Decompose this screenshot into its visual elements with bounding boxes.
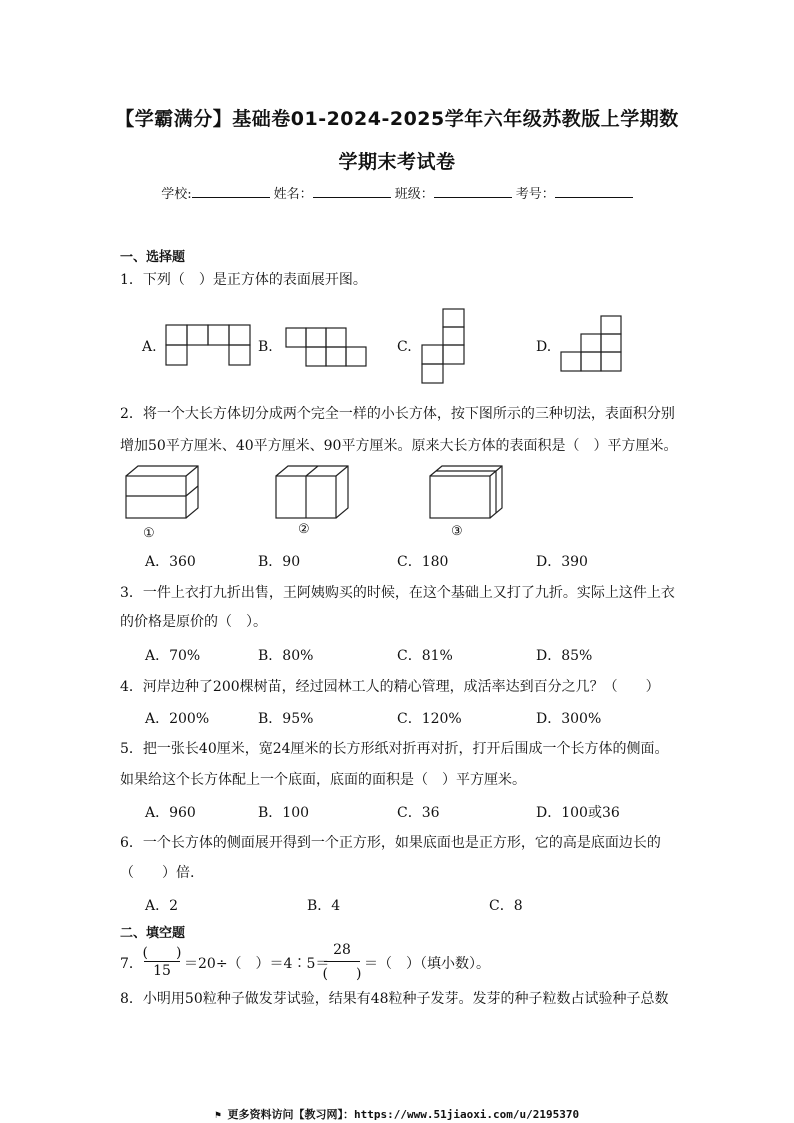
q4-option-b[interactable]: B．95% xyxy=(258,711,314,727)
q7-fraction2-numerator: 28 xyxy=(333,942,351,958)
name-blank[interactable] xyxy=(313,185,391,198)
q6-option-a[interactable]: A．2 xyxy=(145,898,179,914)
q3-option-b[interactable]: B．80% xyxy=(258,648,314,664)
q7-fraction2-bar xyxy=(324,961,360,962)
q6-option-b[interactable]: B．4 xyxy=(307,898,341,914)
q4-option-a[interactable]: A．200% xyxy=(145,711,210,727)
question-7-number: 7． xyxy=(120,956,143,972)
question-2-line1: 2．将一个大长方体切分成两个完全一样的小长方体，按下图所示的三种切法，表面积分别 xyxy=(120,406,675,422)
q1-option-a-label[interactable]: A. xyxy=(142,339,157,355)
q1-option-d-net-figure xyxy=(561,316,627,374)
q2-figure-label-3: ③ xyxy=(451,524,463,539)
class-blank[interactable] xyxy=(434,185,512,198)
q2-figure-label-1: ① xyxy=(143,526,155,541)
q2-cut-figure-2 xyxy=(274,464,354,524)
q2-option-c[interactable]: C．180 xyxy=(397,554,449,570)
q1-option-c-net-figure xyxy=(422,309,467,387)
name-label: 姓名： xyxy=(273,187,313,202)
q3-option-c[interactable]: C．81% xyxy=(397,648,453,664)
question-6-line2: （ ）倍. xyxy=(120,865,195,881)
q6-option-c[interactable]: C．8 xyxy=(489,898,523,914)
q1-option-a-net-figure xyxy=(166,325,251,367)
question-5-line2: 如果给这个长方体配上一个底面，底面的面积是（ ）平方厘米。 xyxy=(120,772,526,788)
class-label: 班级： xyxy=(394,187,434,202)
q7-fraction1-denominator: 15 xyxy=(153,963,171,979)
q1-option-b-net-figure xyxy=(286,328,371,370)
q7-middle-expression: ＝20÷（ ）＝4∶5＝ xyxy=(184,956,330,972)
section-choice-heading: 一、选择题 xyxy=(120,250,186,265)
q7-fraction1-bar xyxy=(144,961,180,962)
q7-fraction1-numerator[interactable]: ( ) xyxy=(142,945,182,961)
q5-option-b[interactable]: B．100 xyxy=(258,805,310,821)
school-label: 学校: xyxy=(161,187,192,202)
q2-option-b[interactable]: B．90 xyxy=(258,554,301,570)
q4-option-c[interactable]: C．120% xyxy=(397,711,462,727)
question-3-line1: 3．一件上衣打九折出售，王阿姨购买的时候，在这个基础上又打了九折。实际上这件上衣 xyxy=(120,585,675,601)
section-fill-heading: 二、填空题 xyxy=(120,926,186,941)
exam-number-blank[interactable] xyxy=(555,185,633,198)
paper-title-line1: 【学霸满分】基础卷01-2024-2025学年六年级苏教版上学期数 xyxy=(115,108,679,130)
q3-option-a[interactable]: A．70% xyxy=(145,648,201,664)
q2-option-d[interactable]: D．390 xyxy=(536,554,588,570)
q2-cut-figure-3 xyxy=(428,464,508,524)
student-info-row xyxy=(0,183,794,202)
q4-option-d[interactable]: D．300% xyxy=(536,711,602,727)
q5-option-a[interactable]: A．960 xyxy=(145,805,196,821)
question-5-line1: 5．把一张长40厘米，宽24厘米的长方形纸对折再对折，打开后围成一个长方体的侧面。 xyxy=(120,741,669,757)
q7-fraction2-denominator[interactable]: ( ) xyxy=(322,966,362,982)
q5-option-d[interactable]: D．100或36 xyxy=(536,805,620,821)
footer-link-text[interactable]: 更多资料访问【教习网】：https://www.51jiaoxi.com/u/2195370 xyxy=(227,1108,580,1121)
footer-bar xyxy=(0,1106,794,1122)
q1-option-b-label[interactable]: B. xyxy=(258,339,273,355)
q3-option-d[interactable]: D．85% xyxy=(536,648,593,664)
q2-figure-label-2: ② xyxy=(298,522,310,537)
flag-icon: ⚑ xyxy=(214,1110,221,1121)
q1-option-d-label[interactable]: D. xyxy=(536,339,552,355)
q1-option-c-label[interactable]: C. xyxy=(397,339,412,355)
question-4-line1: 4．河岸边种了200棵树苗，经过园林工人的精心管理，成活率达到百分之几？（ ） xyxy=(120,679,660,695)
question-2-line2: 增加50平方厘米、40平方厘米、90平方厘米。原来大长方体的表面积是（ ）平方厘米。 xyxy=(120,438,678,454)
question-1-text: 1．下列（ ）是正方体的表面展开图。 xyxy=(120,272,367,288)
school-blank[interactable] xyxy=(192,185,270,198)
q5-option-c[interactable]: C．36 xyxy=(397,805,440,821)
question-3-line2: 的价格是原价的（ ）。 xyxy=(120,614,267,630)
question-8-line1: 8．小明用50粒种子做发芽试验，结果有48粒种子发芽。发芽的种子粒数占试验种子总数 xyxy=(120,991,669,1007)
question-6-line1: 6．一个长方体的侧面展开得到一个正方形，如果底面也是正方形，它的高是底面边长的 xyxy=(120,835,661,851)
exam-number-label: 考号： xyxy=(515,187,555,202)
q7-tail-expression: ＝（ ）（填小数）。 xyxy=(364,956,490,972)
q2-cut-figure-1 xyxy=(124,464,204,524)
paper-title-line2: 学期末考试卷 xyxy=(338,151,456,173)
q2-option-a[interactable]: A．360 xyxy=(145,554,196,570)
